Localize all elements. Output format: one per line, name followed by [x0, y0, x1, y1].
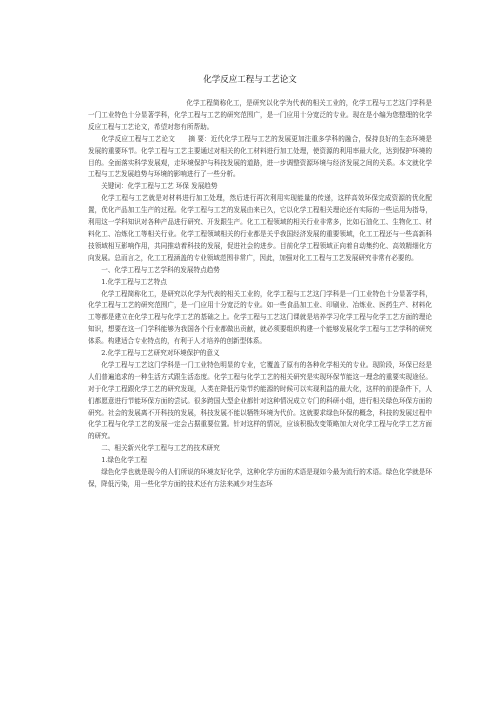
document-body — [88, 98, 432, 491]
body-paragraph: 化学工程与工艺这门学科是一门工业特色明显的专业，它覆盖了原有的各种化学相关的专业。现阶段，环保已经是人们普遍追求的一种生活方式跟生活态度。化学工程与化学工艺的相关研究是实现环保节能这一理念的重要实现途径。对于化学工程跟化学工艺的研究发现，人类在降低污染节约能源的时候可以实现利益的最大化，这样的前提条件下，人们都愿意进行节能环保方面的尝试。很多跨国大型企业都针对这种情况成立专门的科研小组，进行相关绿色环保方面的研究。社会的发展离不开科技的发展，科技发展不能以牺牲环境为代价。这就要求绿色环保的概念，科技的发展过程中化学工程与化学工艺的发展一定会占据重要位置。针对这样的情况，应该积极改变策略加大对化学工程与化学工艺方面的研究。 — [88, 360, 432, 441]
section-heading: 一、化学工程与工艺学科的发展特点趋势 — [101, 265, 220, 274]
subsection-heading: 2.化学工程与工艺研究对环境保护的意义 — [101, 349, 220, 358]
section-heading: 二、相关新兴化学工程与工艺的技术研究 — [101, 444, 220, 453]
body-paragraph: 化学工程简称化工，是研究以化学为代表的相关工业的，化学工程与工艺这门学科是一门工业特色十分显著学科，化学工程与工艺的研究范围广，是一门应用十分宽泛的专业。如一些食品加工业、印刷业、冶炼业、医药生产、材料化工等都是建立在化学工程与化学工艺的基础之上。化学工程与工艺这门课就是培养学习化学工程与化学工艺方面的理论知识，想要在这一门学科能够为我国各个行业都做出贡献，就必须要组织构建一个能够发展化学工程与工艺学科的研究体系。构建适合专业特点的，有利于人才培养的创新型体系。 — [88, 289, 432, 346]
body-paragraph: 化学工程与工艺就是对材料进行加工处理，然后进行再次利用实现能量的传递，这样高效环保完成资源的优化配置，优化产品加工生产的过程。化学工程与工艺的发展由来已久，它以化学工程相关理论还有实际的一些运用为指导，利用这一学科知识对各种产品进行研究、开发跟生产。化工工程领域的相关行业非常多，比如石油化工、生物化工、材料化工、冶炼化工等相关行业。化学工程领域相关的行业都是关乎我国经济发展的重要领域，化工工程还与一些高新科技领域相互影响作用，共同推动着科技的发展，促进社会的进步。目前化学工程领域正向着自动集约化、高效精细化方向发展。总而言之，化工工程涵盖的专业领域范围非常广，因此，加强对化工工程与工艺发展研究非常有必要的。 — [88, 194, 432, 262]
body-paragraph: 绿色化学也就是现今的人们所说的环境友好化学，这种化学方面的术语是现如今最为流行的术语。绿色化学就是环保，降低污染，用一些化学方面的技术还有方法来减少对生态环 — [88, 468, 432, 488]
subsection-heading: 1.化学工程与工艺特点 — [101, 277, 167, 286]
document-title: 化学反应工程与工艺论文 — [203, 75, 297, 85]
abstract-paragraph: 化学反应工程与工艺论文 摘 要：近代化学工程与工艺的发展更加注重多学科的融合，保持良好的生态环境是发展的重要环节。化学工程与工艺主要通过对相关的化工材料进行加工处理，使资源的利用率最大化，达到保护环境的目的。全面落实科学发展观，走环境保护与科技发展的道路，进一步调整资源环境与经济发展之间的关系。本文就化学工程与工艺发展趋势与环境的影响进行了一些分析。 — [88, 134, 432, 179]
intro-paragraph: 化学工程简称化工，是研究以化学为代表的相关工业的，化学工程与工艺这门学科是一门工业特色十分显著学科，化学工程与工艺的研究范围广，是一门应用十分宽泛的专业。现在是小编为您整理的化学反应工程与工艺论文，希望对您有所帮助。 — [88, 99, 432, 131]
subsection-heading: 1.绿色化学工程 — [101, 456, 148, 465]
keywords-paragraph: 关键词：化学工程与工艺 环保 发展趋势 — [101, 182, 218, 191]
